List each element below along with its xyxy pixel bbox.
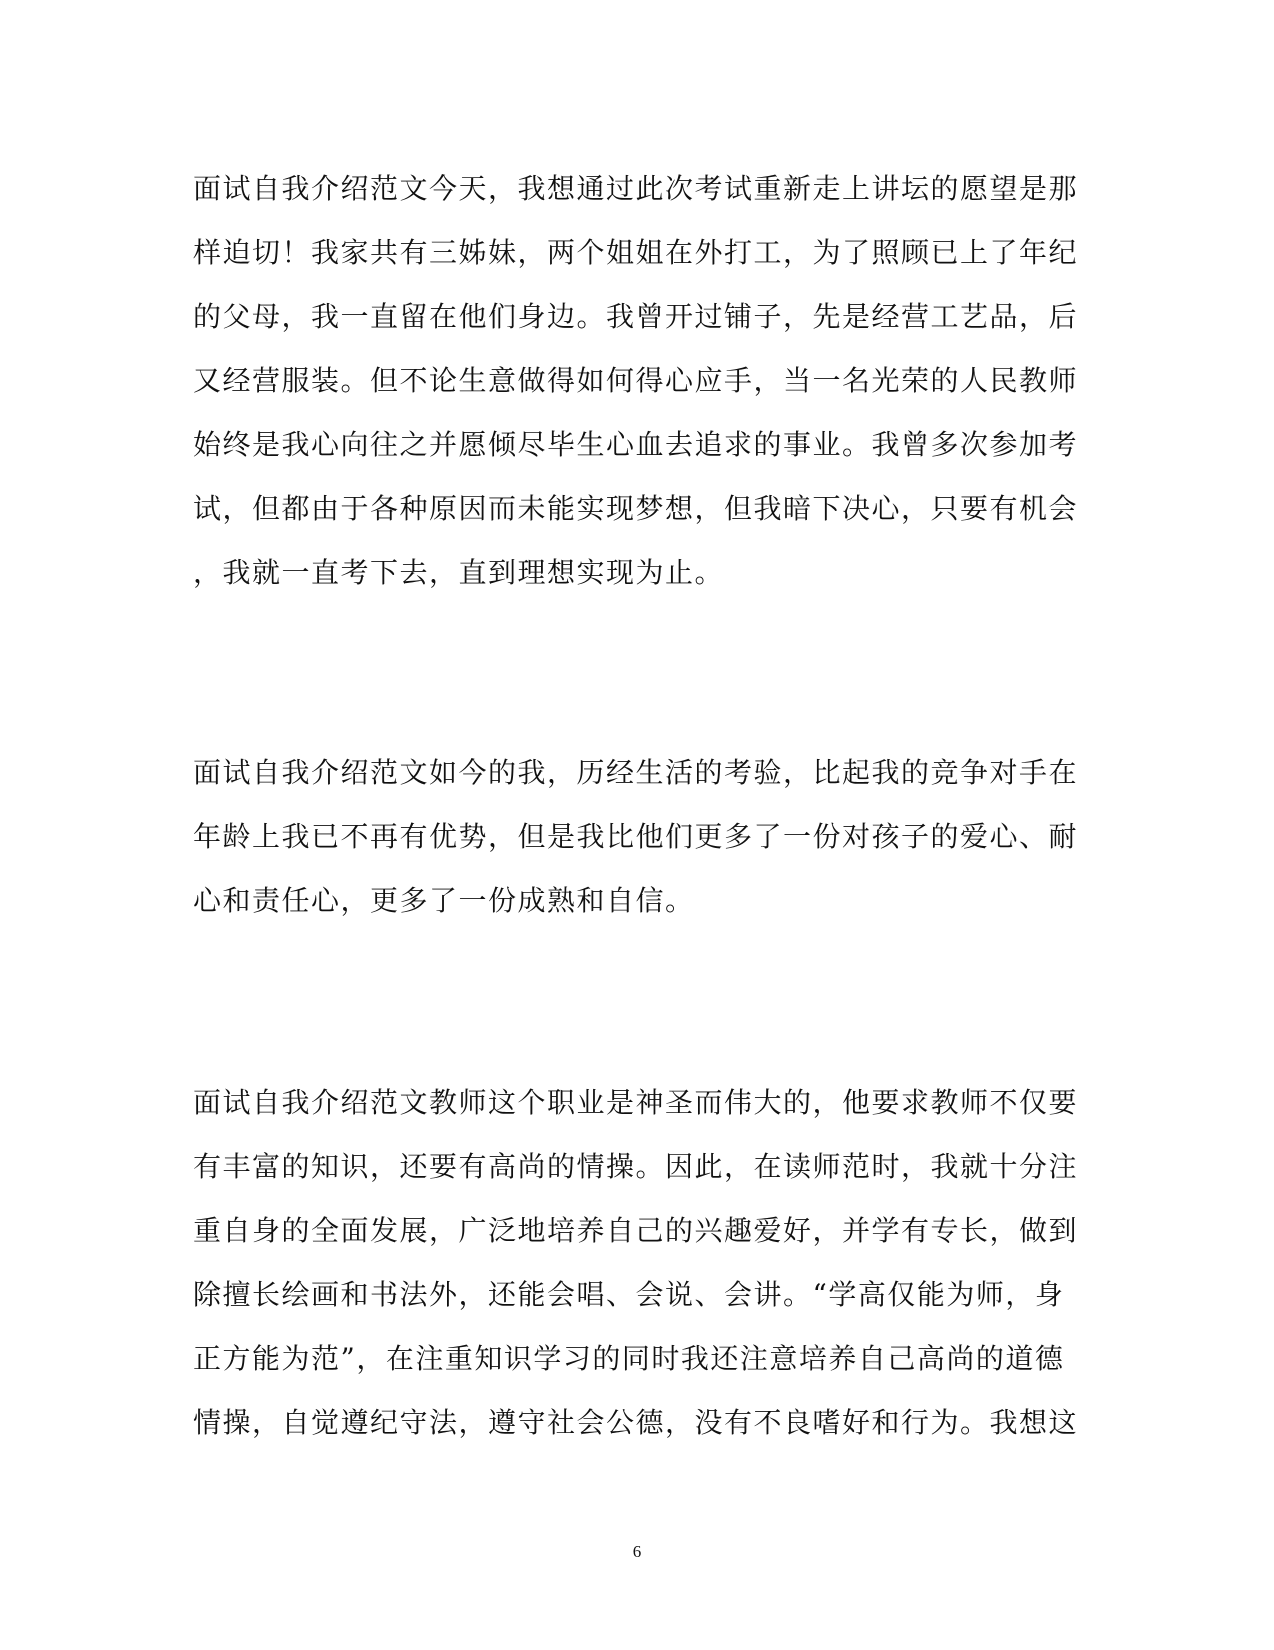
text-line: 年龄上我已不再有优势，但是我比他们更多了一份对孩子的爱心、耐 [193,820,1079,853]
paragraph-2 [193,741,1079,933]
text-line: 面试自我介绍范文教师这个职业是神圣而伟大的，他要求教师不仅要 [193,1086,1079,1119]
paragraph-1 [193,157,1079,605]
text-line: 的父母，我一直留在他们身边。我曾开过铺子，先是经营工艺品，后 [193,300,1079,333]
text-line: ，我就一直考下去，直到理想实现为止。 [193,556,725,589]
paragraph-3 [193,1071,1079,1455]
text-line: 重自身的全面发展，广泛地培养自己的兴趣爱好，并学有专长，做到 [193,1214,1079,1247]
text-line: 正方能为范”，在注重知识学习的同时我还注意培养自己高尚的道德 [193,1342,1065,1375]
text-line: 除擅长绘画和书法外，还能会唱、会说、会讲。“学高仅能为师，身 [193,1278,1065,1311]
text-line: 始终是我心向往之并愿倾尽毕生心血去追求的事业。我曾多次参加考 [193,428,1079,461]
text-line: 试，但都由于各种原因而未能实现梦想，但我暗下决心，只要有机会 [193,492,1079,525]
text-line: 心和责任心，更多了一份成熟和自信。 [193,884,695,917]
text-line: 样迫切！我家共有三姊妹，两个姐姐在外打工，为了照顾已上了年纪 [193,236,1079,269]
page-number: 6 [632,1542,642,1561]
text-line: 有丰富的知识，还要有高尚的情操。因此，在读师范时，我就十分注 [193,1150,1079,1183]
text-line: 面试自我介绍范文如今的我，历经生活的考验，比起我的竞争对手在 [193,756,1079,789]
text-line: 情操，自觉遵纪守法，遵守社会公德，没有不良嗜好和行为。我想这 [193,1406,1079,1439]
text-line: 面试自我介绍范文今天，我想通过此次考试重新走上讲坛的愿望是那 [193,172,1079,205]
text-line: 又经营服装。但不论生意做得如何得心应手，当一名光荣的人民教师 [193,364,1079,397]
